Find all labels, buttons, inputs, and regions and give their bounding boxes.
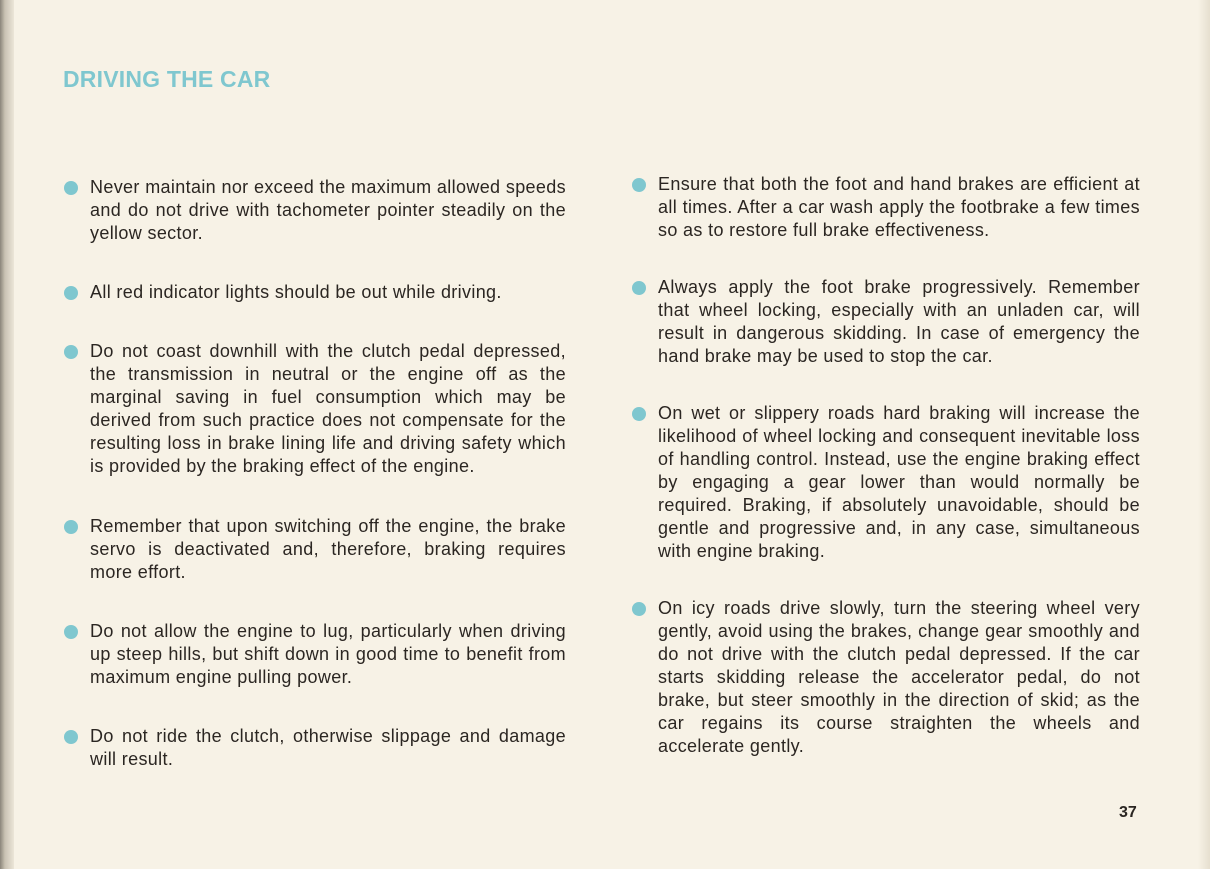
right-column bbox=[630, 173, 1140, 758]
list-item bbox=[630, 402, 1140, 563]
list-item bbox=[62, 515, 566, 584]
list-item-text: Do not ride the clutch, otherwise slippage and damage will result. bbox=[90, 726, 566, 769]
list-item-text: On wet or slippery roads hard braking will increase the likelihood of wheel locking and consequent inevitable loss of handling control. Instead, use the engine braking effect by engaging a gear lower than would normally be required. Braking, if absolutely unavoidable, should be gentle and progressive and, in any case, simultaneous with engine braking. bbox=[658, 403, 1140, 561]
list-item-text: All red indicator lights should be out while driving. bbox=[90, 282, 502, 302]
list-item-text: Remember that upon switching off the engine, the brake servo is deactivated and, therefore, braking requires more effort. bbox=[90, 516, 566, 582]
page-number: 37 bbox=[1119, 804, 1137, 821]
list-item-text: Always apply the foot brake progressively. Remember that wheel locking, especially with an unladen car, will result in dangerous skidding. In case of emergency the hand brake may be used to stop the car. bbox=[658, 277, 1140, 366]
list-item bbox=[630, 597, 1140, 758]
list-item bbox=[630, 276, 1140, 368]
list-item-text: On icy roads drive slowly, turn the steering wheel very gently, avoid using the brakes, change gear smoothly and do not drive with the clutch pedal depressed. If the car starts skidding release the accelerator pedal, do not brake, but steer smoothly in the direction of skid; as the car regains its course straighten the wheels and accelerate gently. bbox=[658, 598, 1140, 756]
bullet-icon bbox=[64, 625, 78, 639]
list-item bbox=[62, 281, 566, 304]
list-item-text: Ensure that both the foot and hand brakes are efficient at all times. After a car wash apply the footbrake a few times so as to restore full brake effectiveness. bbox=[658, 174, 1140, 240]
bullet-icon bbox=[632, 281, 646, 295]
bullet-icon bbox=[64, 345, 78, 359]
list-item bbox=[62, 725, 566, 771]
book-spine-shadow bbox=[0, 0, 14, 869]
bullet-icon bbox=[64, 181, 78, 195]
bullet-icon bbox=[64, 286, 78, 300]
page-edge bbox=[1198, 0, 1210, 869]
list-item-text: Do not coast downhill with the clutch pedal depressed, the transmission in neutral or the engine off as the marginal saving in fuel consumption which may be derived from such practice does not compensate for the resulting loss in brake lining life and driving safety which is provided by the braking effect of the engine. bbox=[90, 341, 566, 476]
list-item-text: Never maintain nor exceed the maximum allowed speeds and do not drive with tachometer pointer steadily on the yellow sector. bbox=[90, 177, 566, 243]
list-item bbox=[62, 340, 566, 478]
bullet-icon bbox=[632, 407, 646, 421]
bullet-icon bbox=[632, 178, 646, 192]
page-title: DRIVING THE CAR bbox=[63, 66, 271, 92]
bullet-icon bbox=[632, 602, 646, 616]
left-column bbox=[62, 176, 566, 771]
list-item-text: Do not allow the engine to lug, particularly when driving up steep hills, but shift down in good time to benefit from maximum engine pulling power. bbox=[90, 621, 566, 687]
bullet-icon bbox=[64, 520, 78, 534]
list-item bbox=[62, 176, 566, 245]
bullet-icon bbox=[64, 730, 78, 744]
list-item bbox=[62, 620, 566, 689]
list-item bbox=[630, 173, 1140, 242]
